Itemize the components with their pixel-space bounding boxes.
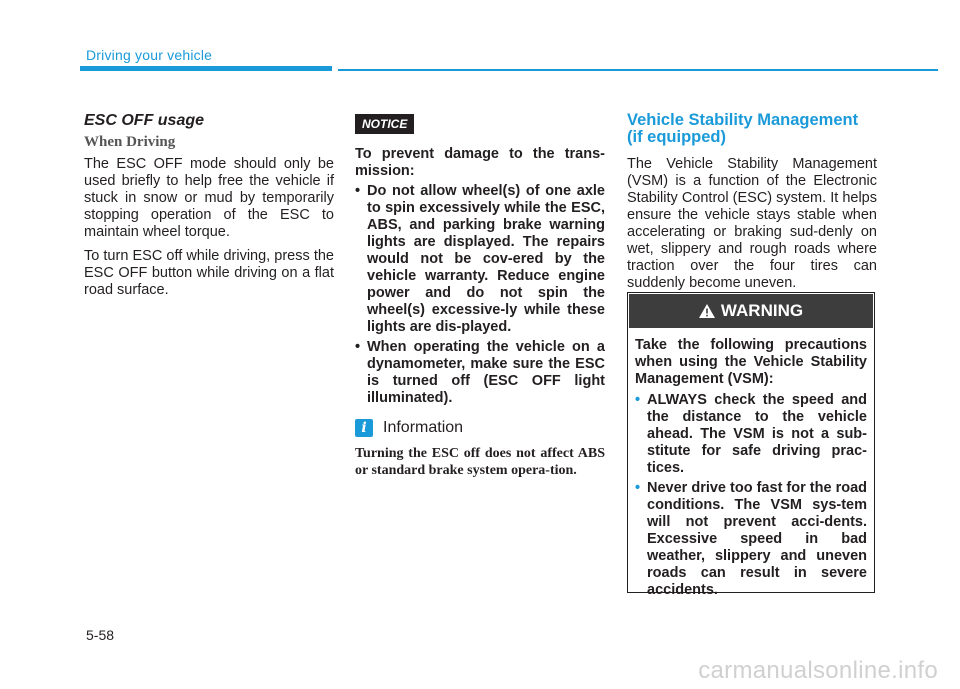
notice-body: [355, 146, 605, 407]
esc-off-usage-heading: ESC OFF usage: [84, 112, 205, 129]
information-title: Information: [383, 419, 464, 436]
header-rule-thick: [80, 66, 332, 71]
list-item: • When operating the vehicle on a dynamometer, make sure the ESC is turned off (ESC OFF light illuminated).: [355, 339, 605, 407]
vsm-heading: [627, 112, 877, 146]
list-item: • Never drive too fast for the road conditions. The VSM sys-tem will not prevent acci-dents. Excessive speed in bad weather, slippery and uneven roads can result in severe accidents.: [635, 480, 867, 599]
section-header-title: Driving your vehicle: [86, 47, 213, 63]
warning-list: [635, 392, 867, 599]
information-header: [355, 419, 605, 437]
when-driving-subheading: When Driving: [84, 134, 176, 150]
notice-list: [355, 183, 605, 407]
header-rule-thin: [338, 69, 938, 71]
vsm-heading-line-2: (if equipped): [627, 128, 726, 146]
esc-off-paragraph-2: To turn ESC off while driving, press the ESC OFF button while driving on a flat road surface.: [84, 248, 334, 298]
warning-body: [628, 329, 874, 599]
esc-off-paragraph-1: The ESC OFF mode should only be used briefly to help free the vehicle if stuck in snow or mud by temporarily stopping operation of the ESC to maintain wheel torque.: [84, 156, 334, 240]
vsm-paragraph: The Vehicle Stability Management (VSM) is a function of the Electronic Stability Control (ESC) system. It helps ensure the vehicle stays stable when accelerating or braking sud-denly on wet, slippery and rough roads where traction over the four tires can suddenly become uneven.: [627, 156, 877, 291]
notice-badge: NOTICE: [355, 114, 414, 134]
page-number: 5-58: [86, 627, 115, 643]
column-notice: [355, 108, 605, 479]
list-item: • ALWAYS check the speed and the distance to the vehicle ahead. The VSM is not a sub-stitute for safe driving prac-tices.: [635, 392, 867, 477]
warning-triangle-icon: [699, 304, 715, 318]
info-icon: i: [355, 419, 373, 437]
column-vsm: [627, 108, 877, 299]
warning-intro: Take the following precautions when using the Vehicle Stability Management (VSM):: [635, 337, 867, 387]
notice-intro: To prevent damage to the trans-mission:: [355, 146, 605, 179]
warning-box: [627, 292, 875, 598]
column-esc-off-usage: [84, 108, 334, 306]
information-body: Turning the ESC off does not affect ABS or standard brake system opera-tion.: [355, 446, 605, 478]
watermark: carmanualsonline.info: [698, 657, 938, 684]
vsm-heading-line-1: Vehicle Stability Management: [627, 111, 859, 129]
warning-title-bar: [629, 294, 873, 328]
list-item: • Do not allow wheel(s) of one axle to spin excessively while the ESC, ABS, and parking brake warning lights are displayed. The repairs would not be cov-ered by the vehicle warranty. Reduce engine power and do not spin the wheel(s) excessive-ly while these lights are dis-played.: [355, 183, 605, 336]
warning-title: WARNING: [720, 301, 804, 320]
